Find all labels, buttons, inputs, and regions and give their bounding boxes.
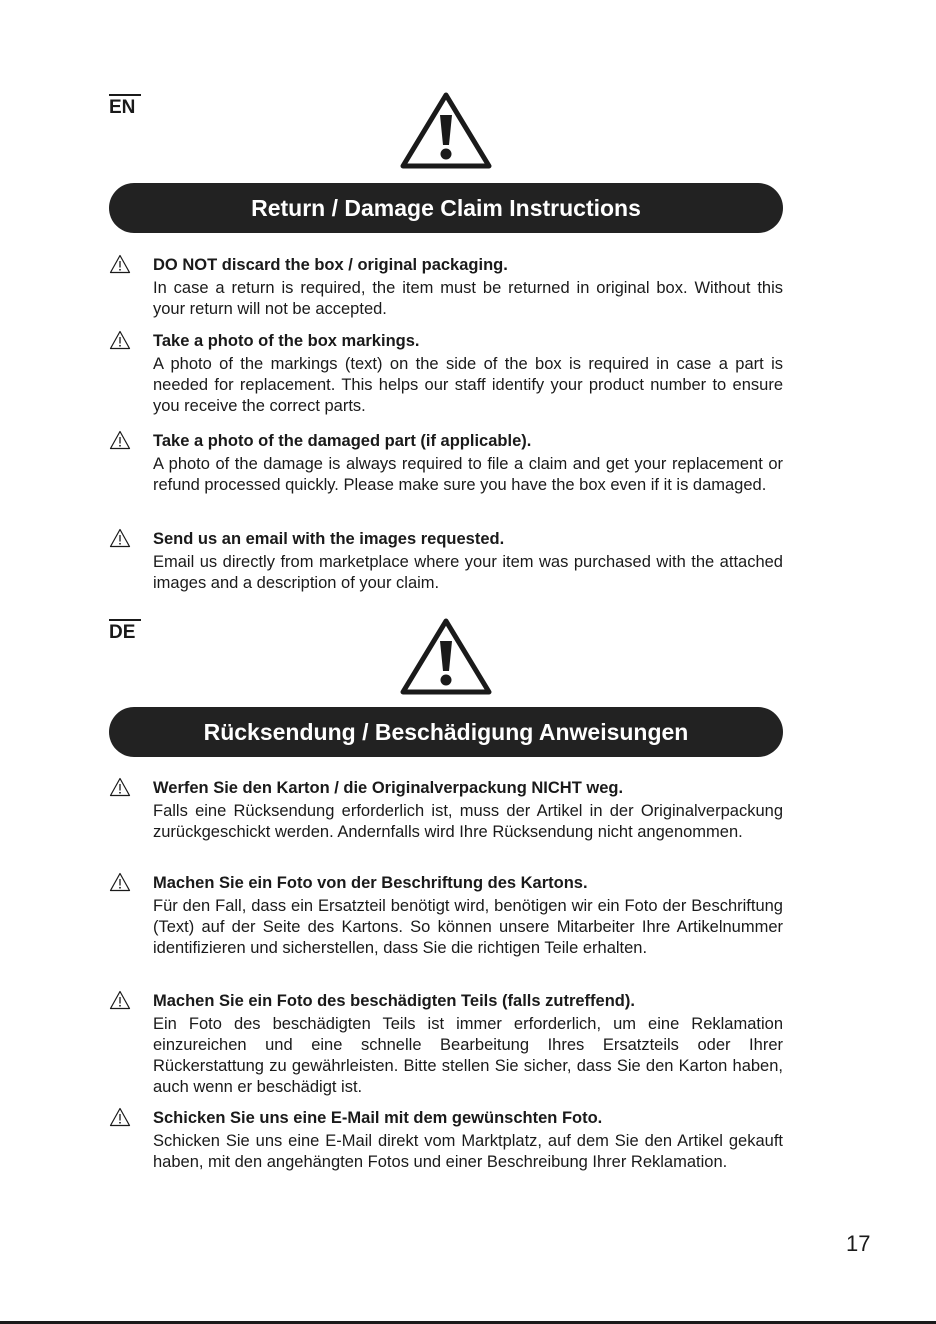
page-number: 17 [846, 1231, 871, 1256]
instruction-item-en-4 [109, 529, 783, 594]
warning-icon [109, 872, 131, 892]
warning-icon [109, 990, 131, 1010]
banner-title-de: Rücksendung / Beschädigung Anweisungen [109, 707, 783, 757]
instruction-title: DO NOT discard the box / original packaging. [153, 256, 508, 274]
instruction-text: Ein Foto des beschädigten Teils ist immer erforderlich, um eine Reklamation einzureichen und eine schnelle Bearbeitung Ihres Ersatzteils oder Ihrer Rückerstattung zu gewährleisten. Bitte stellen Sie sicher, dass Sie den Karton haben, auch wenn er beschädigt ist. [153, 1015, 783, 1096]
instruction-title: Machen Sie ein Foto des beschädigten Teils (falls zutreffend). [153, 992, 635, 1010]
large-warning-icon [399, 617, 493, 695]
instruction-text: A photo of the damage is always required to file a claim and get your replacement or refund processed quickly. Please make sure you have the box even if it is damaged. [153, 455, 783, 494]
warning-icon [109, 528, 131, 548]
instruction-text: Für den Fall, dass ein Ersatzteil benötigt wird, benötigen wir ein Foto der Beschriftung (Text) auf der Seite des Kartons. So können unsere Mitarbeiter Ihre Artikelnummer identifizieren und sicherstellen, dass Sie die richtigen Teile erhalten. [153, 897, 783, 957]
language-label-en: EN [109, 94, 141, 119]
instruction-item-de-2 [109, 873, 783, 959]
warning-icon [109, 777, 131, 797]
instruction-text: Email us directly from marketplace where your item was purchased with the attached images and a description of your claim. [153, 553, 783, 592]
instruction-item-de-3 [109, 991, 783, 1098]
instruction-title: Send us an email with the images requested. [153, 530, 505, 548]
instruction-title: Take a photo of the box markings. [153, 332, 420, 350]
warning-icon [109, 254, 131, 274]
warning-icon [109, 430, 131, 450]
instruction-text: In case a return is required, the item must be returned in original box. Without this your return will not be accepted. [153, 279, 783, 318]
instruction-text: Falls eine Rücksendung erforderlich ist, muss der Artikel in der Originalverpackung zurückgeschickt werden. Andernfalls wird Ihre Rücksendung nicht angenommen. [153, 802, 783, 841]
banner-title-en: Return / Damage Claim Instructions [109, 183, 783, 233]
instruction-item-de-4 [109, 1108, 783, 1173]
instruction-title: Schicken Sie uns eine E-Mail mit dem gewünschten Foto. [153, 1109, 603, 1127]
instruction-item-en-3 [109, 431, 783, 496]
instruction-item-en-1 [109, 255, 783, 320]
warning-icon [109, 1107, 131, 1127]
instruction-title: Machen Sie ein Foto von der Beschriftung des Kartons. [153, 874, 588, 892]
instruction-item-en-2 [109, 331, 783, 417]
instruction-title: Werfen Sie den Karton / die Originalverpackung NICHT weg. [153, 779, 624, 797]
instruction-title: Take a photo of the damaged part (if applicable). [153, 432, 532, 450]
instruction-text: A photo of the markings (text) on the side of the box is required in case a part is needed for replacement. This helps our staff identify your product number to ensure you receive the correct parts. [153, 355, 783, 415]
instruction-item-de-1 [109, 778, 783, 843]
language-label-de: DE [109, 619, 141, 644]
warning-icon [109, 330, 131, 350]
instruction-text: Schicken Sie uns eine E-Mail direkt vom Marktplatz, auf dem Sie den Artikel gekauft haben, mit den angehängten Fotos und einer Beschreibung Ihrer Reklamation. [153, 1132, 783, 1171]
large-warning-icon [399, 91, 493, 169]
